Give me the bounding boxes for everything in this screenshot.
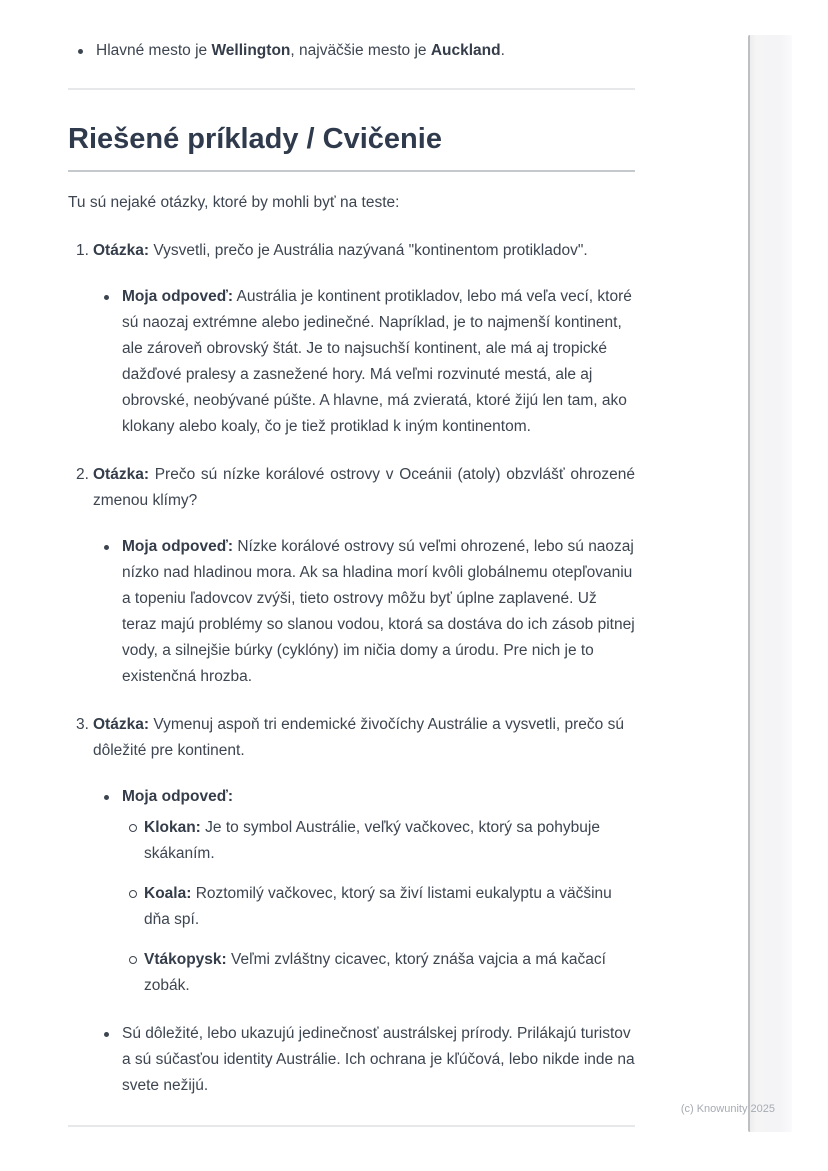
bullet-disc-icon (104, 795, 109, 800)
answer-label: Moja odpoveď: (122, 788, 234, 805)
bullet-circle-icon (129, 956, 137, 964)
bold-wellington: Wellington (211, 42, 291, 59)
list-number: 1. (76, 242, 89, 259)
question-text: Vysvetli, prečo je Austrália nazývaná "kontinentom protikladov". (153, 242, 588, 259)
section-heading: Riešené príklady / Cvičenie (68, 123, 442, 155)
question-label: Otázka: (93, 242, 149, 259)
vertical-scrollbar[interactable] (748, 35, 792, 1132)
answer-2 (68, 534, 635, 690)
question-text: Prečo sú nízke korálové ostrovy v Oceánii (atoly) obzvlášť ohrozené zmenou klímy? (93, 466, 635, 509)
bullet-disc-icon (104, 545, 109, 550)
animal-text: Je to symbol Austrálie, veľký vačkovec, ktorý sa pohybuje skákaním. (144, 819, 600, 862)
answer-3-label (68, 784, 635, 810)
animal-label: Vtákopysk: (144, 951, 227, 968)
footer-copyright: (c) Knowunity 2025 (680, 1103, 775, 1115)
text-fragment: , najväčšie mesto je (290, 42, 431, 59)
conclusion-text: Sú dôležité, lebo ukazujú jedinečnosť austrálskej prírody. Prilákajú turistov a sú súčasťou identity Austrálie. Ich ochrana je kľúčová, lebo nikde inde na svete nežijú. (122, 1025, 635, 1094)
animal-item-vtakopysk (68, 947, 635, 999)
animal-label: Klokan: (144, 819, 201, 836)
bullet-circle-icon (129, 890, 137, 898)
bold-auckland: Auckland (430, 42, 501, 59)
bullet-disc-icon (104, 295, 109, 300)
animal-label: Koala: (144, 885, 192, 902)
bullet-circle-icon (129, 824, 137, 832)
answer-label: Moja odpoveď: (122, 538, 234, 555)
animal-item-koala (68, 881, 635, 933)
section-divider (68, 88, 635, 90)
list-number: 2. (76, 466, 89, 483)
text-fragment: . (500, 42, 505, 59)
animal-text: Veľmi zvláštny cicavec, ktorý znáša vajcia a má kačací zobák. (144, 951, 606, 994)
animal-text: Roztomilý vačkovec, ktorý sa živí listami eukalyptu a väčšinu dňa spí. (144, 885, 612, 928)
answer-1 (68, 284, 635, 440)
section-divider (68, 1125, 635, 1127)
question-label: Otázka: (93, 716, 149, 733)
answer-text: Nízke korálové ostrovy sú veľmi ohrozené, lebo sú naozaj nízko nad hladinou mora. Ak sa hladina morí kvôli globálnemu otepľovaniu a topeniu ľadovcov zvýši, tieto ostrovy môžu byť úplne zaplavené. Už teraz majú problémy so slanou vodou, ktorá sa dostáva do ich zásob pitnej vody, a silnejšie búrky (cyklóny) im ničia domy a úrodu. Pre nich je to existenčná hrozba. (122, 538, 635, 685)
question-2 (68, 462, 635, 514)
question-1 (68, 238, 635, 264)
question-3 (68, 712, 635, 764)
list-item (68, 38, 635, 64)
bullet-disc-icon (104, 1032, 109, 1037)
list-number: 3. (76, 716, 89, 733)
animal-item-klokan (68, 815, 635, 867)
question-label: Otázka: (93, 466, 149, 483)
bullet-disc-icon (78, 49, 83, 54)
answer-text: Austrália je kontinent protikladov, lebo má veľa vecí, ktoré sú naozaj extrémne alebo jedinečné. Napríklad, je to najmenší kontinent, ale zároveň obrovský štát. Je to najsuchší kontinent, ale má aj tropické dažďové pralesy a zasnežené hory. Má veľmi rozvinuté mestá, ale aj obrovské, neobývané púšte. A hlavne, má zvieratá, ktoré žijú len tam, ako klokany alebo koaly, čo je tiež protiklad k iným kontinentom. (122, 288, 632, 435)
conclusion-item (68, 1021, 635, 1099)
text-fragment: Hlavné mesto je (96, 42, 212, 59)
list-item-text (96, 38, 635, 64)
question-text: Vymenuj aspoň tri endemické živočíchy Austrálie a vysvetli, prečo sú dôležité pre kontinent. (93, 716, 624, 759)
answer-label: Moja odpoveď: (122, 288, 234, 305)
intro-paragraph: Tu sú nejaké otázky, ktoré by mohli byť na teste: (68, 194, 400, 211)
document-page (68, 0, 635, 1127)
heading-underline (68, 170, 635, 172)
